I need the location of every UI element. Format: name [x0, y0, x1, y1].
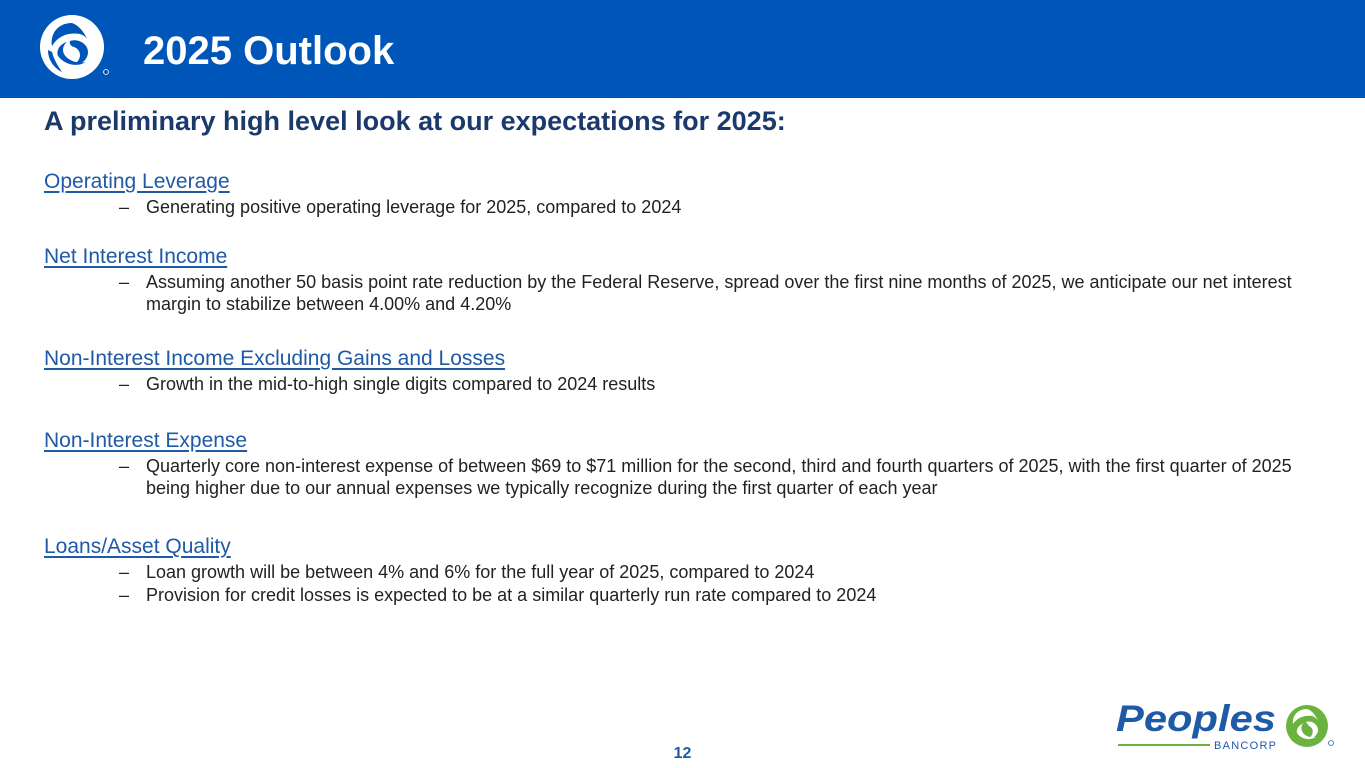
bullet-text: Loan growth will be between 4% and 6% for the full year of 2025, compared to 2024	[146, 562, 815, 582]
section-heading: Non-Interest Expense	[44, 429, 248, 452]
registered-mark-icon	[1329, 741, 1334, 746]
bullet-text: Provision for credit losses is expected to be at a similar quarterly run rate compared to 2024	[146, 585, 877, 605]
page-number: 12	[673, 745, 692, 762]
bullet-dash: –	[119, 272, 130, 292]
section-heading: Net Interest Income	[44, 245, 228, 268]
bullet-dash: –	[119, 456, 130, 476]
bullet-item	[44, 584, 1334, 606]
section-operating-leverage	[44, 169, 1334, 218]
bullet-item	[44, 196, 1334, 218]
section-heading: Non-Interest Income Excluding Gains and Losses	[44, 347, 506, 370]
section-heading: Loans/Asset Quality	[44, 535, 231, 558]
peoples-emblem-icon	[1286, 705, 1328, 747]
section-net-interest-income	[44, 244, 1334, 315]
section-heading: Operating Leverage	[44, 170, 230, 193]
bullet-dash: –	[119, 197, 130, 217]
peoples-emblem-icon	[38, 14, 110, 80]
bullet-item	[44, 373, 1334, 395]
bullet-dash: –	[119, 562, 130, 582]
bullet-text: Growth in the mid-to-high single digits compared to 2024 results	[146, 374, 656, 394]
peoples-bancorp-logo	[1114, 699, 1336, 755]
logo-tagline: BANCORP	[1214, 740, 1276, 752]
logo-wordmark: Peoples	[1116, 699, 1276, 739]
section-non-interest-expense	[44, 428, 1334, 499]
section-loans-asset-quality	[44, 534, 1334, 606]
bullet-text: Assuming another 50 basis point rate reduction by the Federal Reserve, spread over the first nine months of 2025, we anticipate our net interest margin to stabilize between 4.00% and 4.20%	[146, 272, 1292, 314]
bullet-item	[44, 271, 1334, 315]
bullet-text: Quarterly core non-interest expense of between $69 to $71 million for the second, third and fourth quarters of 2025, with the first quarter of 2025 being higher due to our annual expenses we typically recognize during the first quarter of each year	[146, 456, 1292, 498]
slide-subtitle: A preliminary high level look at our expectations for 2025:	[44, 106, 786, 136]
slide-header	[0, 0, 1365, 98]
bullet-dash: –	[119, 374, 130, 394]
bullet-item	[44, 455, 1334, 499]
section-non-interest-income	[44, 346, 1334, 395]
bullet-item	[44, 561, 1334, 583]
bullet-dash: –	[119, 585, 130, 605]
slide-title: 2025 Outlook	[143, 29, 395, 73]
bullet-text: Generating positive operating leverage for 2025, compared to 2024	[146, 197, 682, 217]
